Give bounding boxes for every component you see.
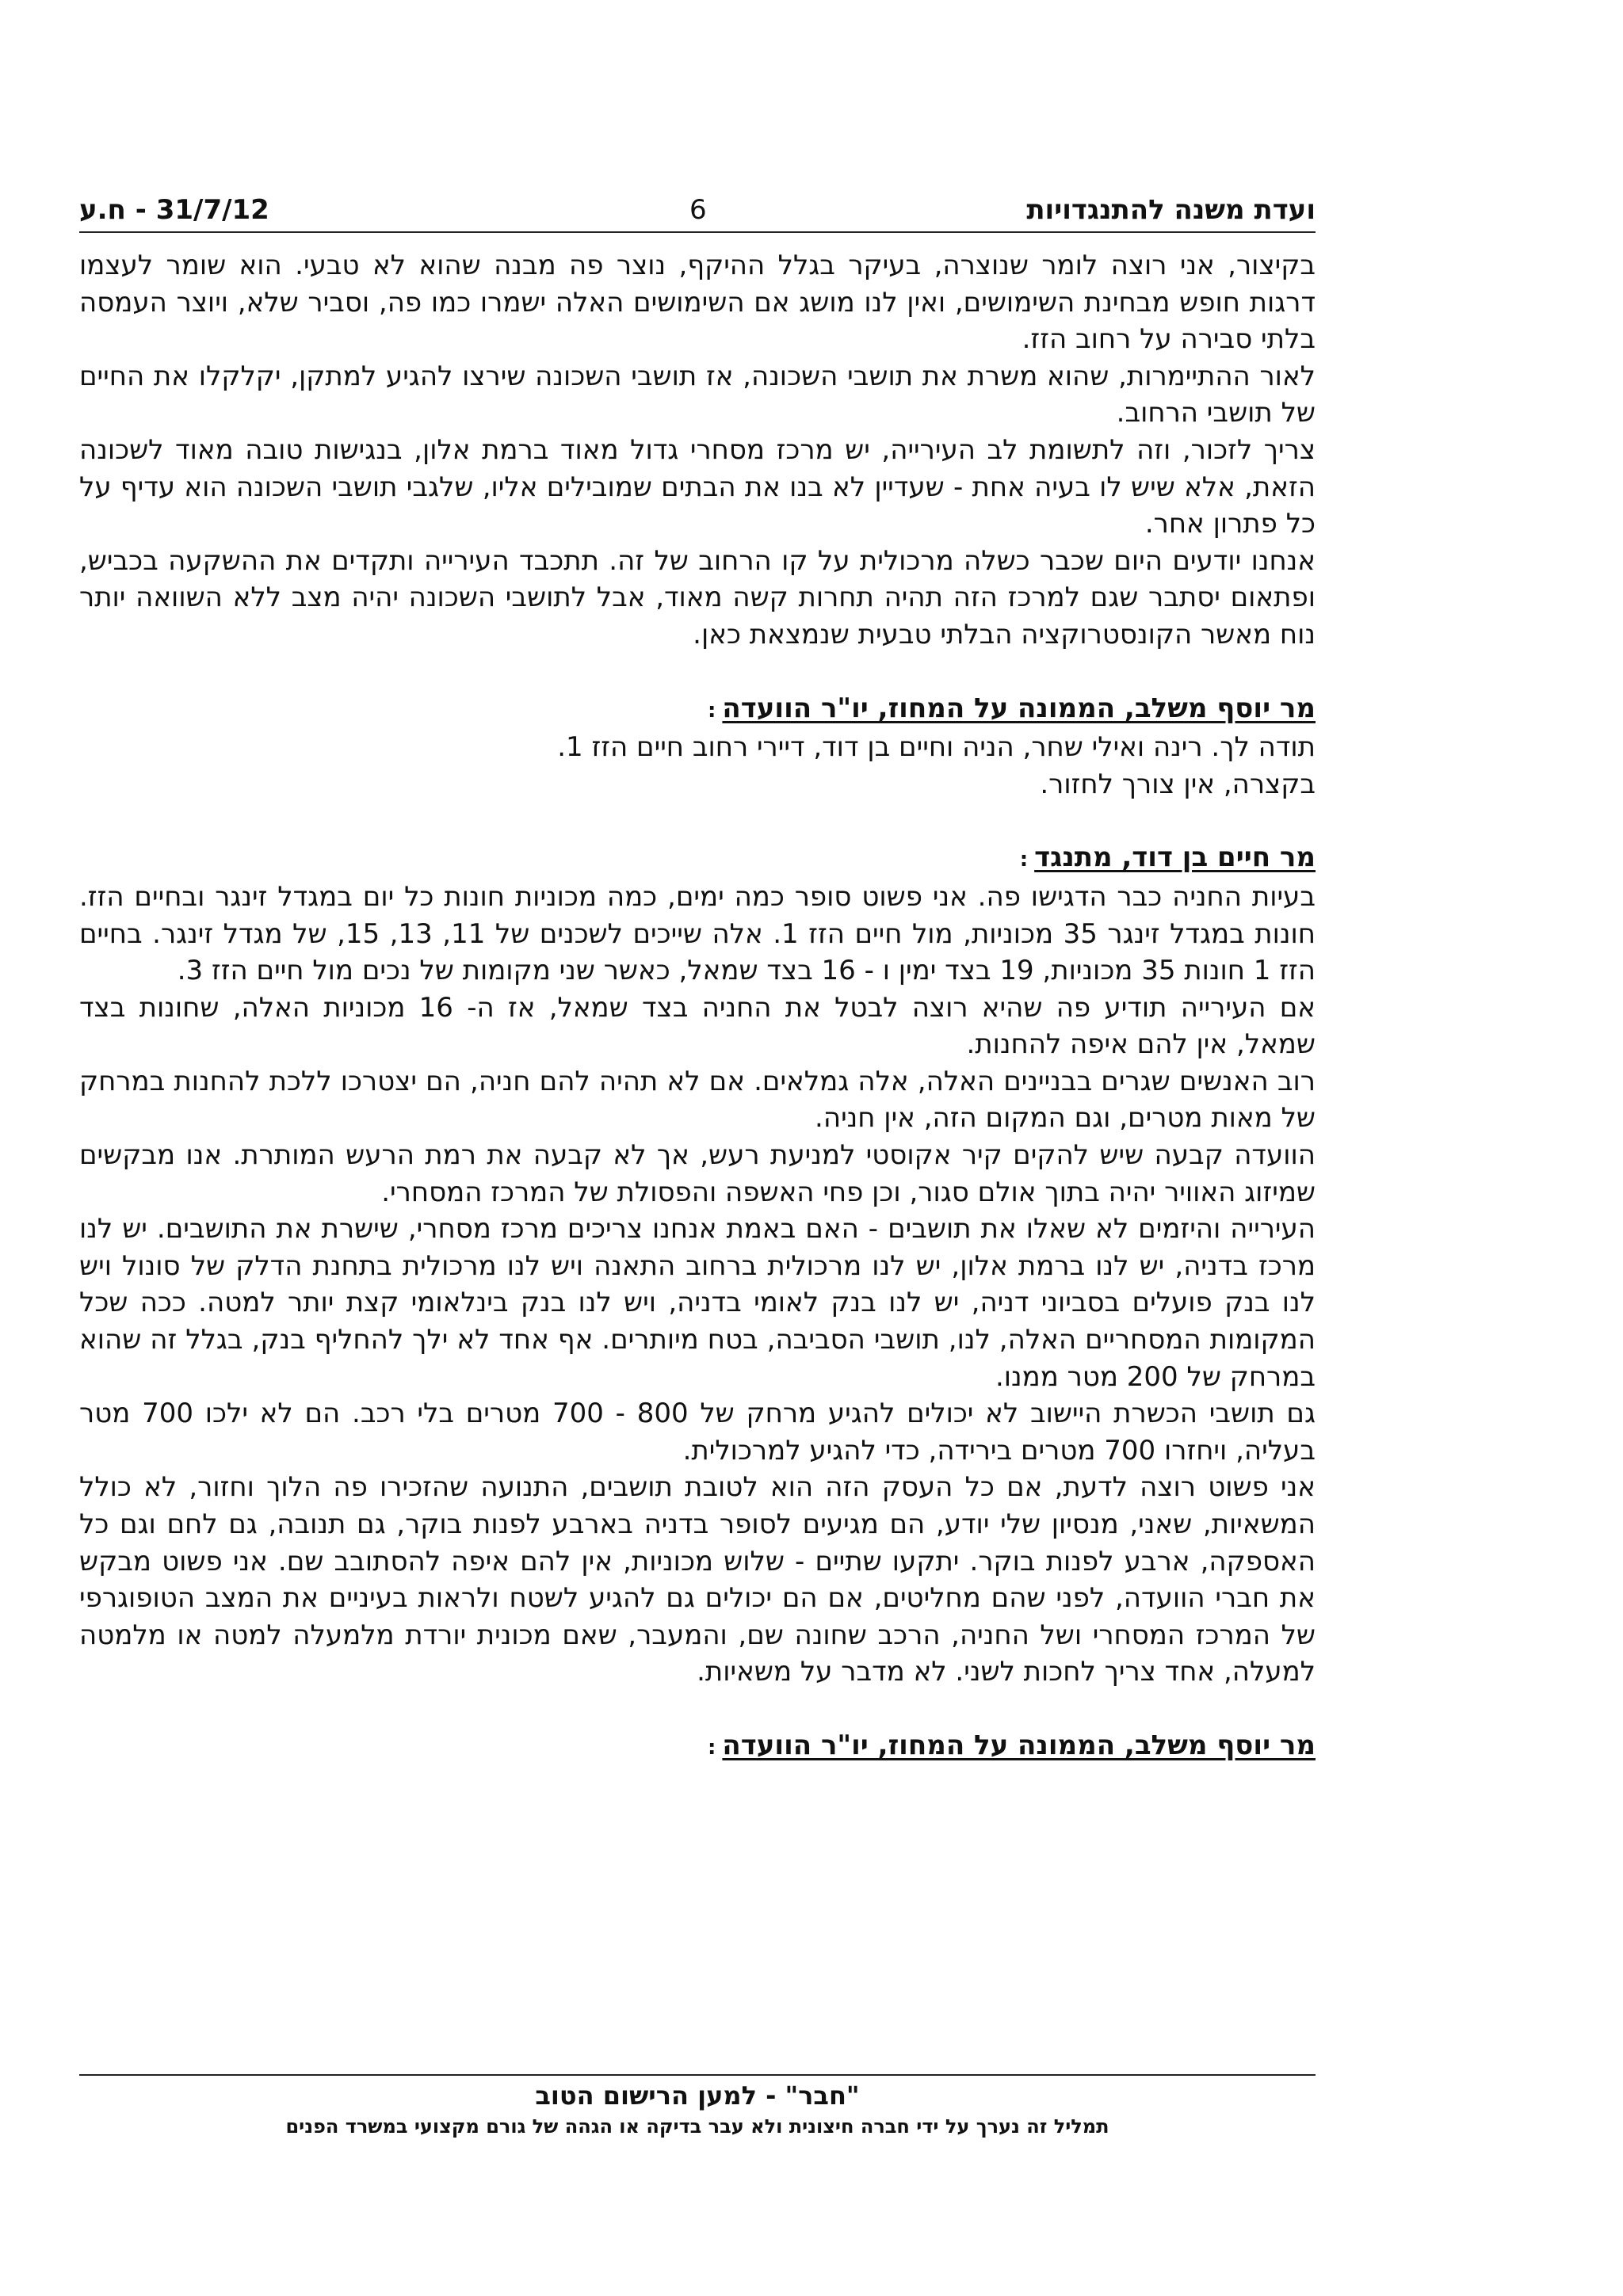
speaker-colon: : <box>708 698 716 723</box>
paragraph: אני פשוט רוצה לדעת, אם כל העסק הזה הוא לטובת תושבים, התנועה שהזכירו פה הלוך וחזור, לא כולל המשאיות, שאני, מנסיון שלי יודע, הם מגיעים לסופר בדניה בארבע לפנות בוקר, גם תנובה, גם לחם וגם כל האספקה, ארבע לפנות בוקר. יתקעו שתיים - שלוש מכוניות, אין להם איפה להסתובב שם. אני פשוט מבקש את חברי הוועדה, לפני שהם מחליטים, אם הם יכולים גם להגיע לשטח ולראות בעיניים את המצב הטופוגרפי של המרכז המסחרי ושל החניה, הרכב שחונה שם, והמעבר, שאם מכונית יורדת מלמעלה למטה או מלמטה למעלה, אחד צריך לחכות לשני. לא מדבר על משאיות. <box>79 1471 1316 1688</box>
header-divider <box>79 231 1316 233</box>
speaker-heading <box>79 839 1316 879</box>
page-number: 6 <box>689 194 707 226</box>
committee-name: ועדת משנה להתנגדויות <box>1026 194 1316 226</box>
transcript-body <box>79 247 1316 1767</box>
paragraph: בקיצור, אני רוצה לומר שנוצרה, בעיקר בגלל ההיקף, נוצר פה מבנה שהוא לא טבעי. הוא שומר לעצמו דרגות חופש מבחינת השימושים, ואין לנו מושג אם השימושים האלה ישמרו כמו פה, וסביר שלא, ויוצר העמסה בלתי סבירה על רחוב הזז. <box>79 250 1316 356</box>
paragraph: אנחנו יודעים היום שכבר כשלה מרכולית על קו הרחוב של זה. תתכבד העירייה ותקדים את ההשקעה בכביש, ופתאום יסתבר שגם למרכז הזה תהיה תחרות קשה מאוד, אבל לתושבי השכונה יהיה מצב ללא השוואה יותר נוח מאשר הקונסטרוקציה הבלתי טבעית שנמצאת כאן. <box>79 544 1316 650</box>
paragraph: לאור ההתיימרות, שהוא משרת את תושבי השכונה, אז תושבי השכונה שירצו להגיע למתקן, יקלקלו את החיים של תושבי הרחוב. <box>79 360 1316 429</box>
speaker-colon: : <box>1019 848 1029 872</box>
paragraph: תודה לך. רינה ואילי שחר, הניה וחיים בן דוד, דיירי רחוב חיים הזז 1. <box>557 731 1316 764</box>
paragraph: הוועדה קבעה שיש להקים קיר אקוסטי למניעת רעש, אך לא קבעה את רמת הרעש המותרת. אנו מבקשים שמיזוג האוויר יהיה בתוך אולם סגור, וכן פחי האשפה והפסולת של המרכז המסחרי. <box>79 1139 1316 1208</box>
speaker-name: מר יוסף משלב, הממונה על המחוז, יו"ר הוועדה <box>722 692 1316 724</box>
paragraph: צריך לזכור, וזה לתשומת לב העירייה, יש מרכז מסחרי גדול מאוד ברמת אלון, בנגישות טובה מאוד לשכונה הזאת, אלא שיש לו בעיה אחת - שעדיין לא בנו את הבתים שמובילים אליו, שלגבי תושבי השכונה הוא עדיף על כל פתרון אחר. <box>79 433 1316 540</box>
paragraph: אם העירייה תודיע פה שהיא רוצה לבטל את החניה בצד שמאל, אז ה- 16 מכוניות האלה, שחונות בצד שמאל, אין להם איפה להחנות. <box>79 991 1316 1061</box>
footer-divider <box>79 2074 1316 2076</box>
paragraph: בעיות החניה כבר הדגישו פה. אני פשוט סופר כמה ימים, כמה מכוניות חונות כל יום במגדל זינגר ובחיים הזז. חונות במגדל זינגר 35 מכוניות, מול חיים הזז 1. אלה שייכים לשכנים של 11, 13, 15, של מגדל זינגר. בחיים הזז 1 חונות 35 מכוניות, 19 בצד ימין ו - 16 בצד שמאל, כאשר שני מקומות של נכים מול חיים הזז 3. <box>79 880 1316 987</box>
speaker-name: מר חיים בן דוד, מתנגד <box>1034 841 1316 874</box>
speaker-heading <box>79 1727 1316 1767</box>
footer-title: "חבר" - למען הרישום הטוב <box>535 2081 860 2111</box>
header-date: 31/7/12 - ח.ע <box>79 194 269 226</box>
speaker-heading <box>79 690 1316 730</box>
footer-disclaimer: תמליל זה נערך על ידי חברה חיצונית ולא עבר בדיקה או הגהה של גורם מקצועי במשרד הפנים <box>285 2115 1109 2138</box>
paragraph: רוב האנשים שגרים בבניינים האלה, אלה גמלאים. אם לא תהיה להם חניה, הם יצטרכו ללכת להחנות במרחק של מאות מטרים, וגם המקום הזה, אין חניה. <box>79 1065 1316 1135</box>
speaker-colon: : <box>708 1735 716 1760</box>
speaker-name: מר יוסף משלב, הממונה על המחוז, יו"ר הוועדה <box>722 1729 1316 1761</box>
paragraph: בקצרה, אין צורך לחזור. <box>1040 768 1316 800</box>
paragraph: גם תושבי הכשרת היישוב לא יכולים להגיע מרחק של 800 - 700 מטרים בלי רכב. הם לא ילכו 700 מטר בעליה, ויחזרו 700 מטרים בירידה, כדי להגיע למרכולית. <box>79 1398 1316 1466</box>
page-header <box>79 194 1316 232</box>
document-page <box>79 0 1316 2296</box>
paragraph: העירייה והיזמים לא שאלו את תושבים - האם באמת אנחנו צריכים מרכז מסחרי, שישרת את התושבים. יש לנו מרכז בדניה, יש לנו ברמת אלון, יש לנו מרכולית ברחוב התאנה ויש לנו מרכולית בתחנת הדלק של סונול ויש לנו בנק פועלים בסביוני דניה, יש לנו בנק לאומי בדניה, ויש לנו בנק בינלאומי קצת יותר למטה. ככה שכל המקומות המסחריים האלה, לנו, תושבי הסביבה, בטח מיותרים. אף אחד לא ילך להחליף בנק, בגלל זה שהוא במרחק של 200 מטר ממנו. <box>79 1213 1316 1393</box>
